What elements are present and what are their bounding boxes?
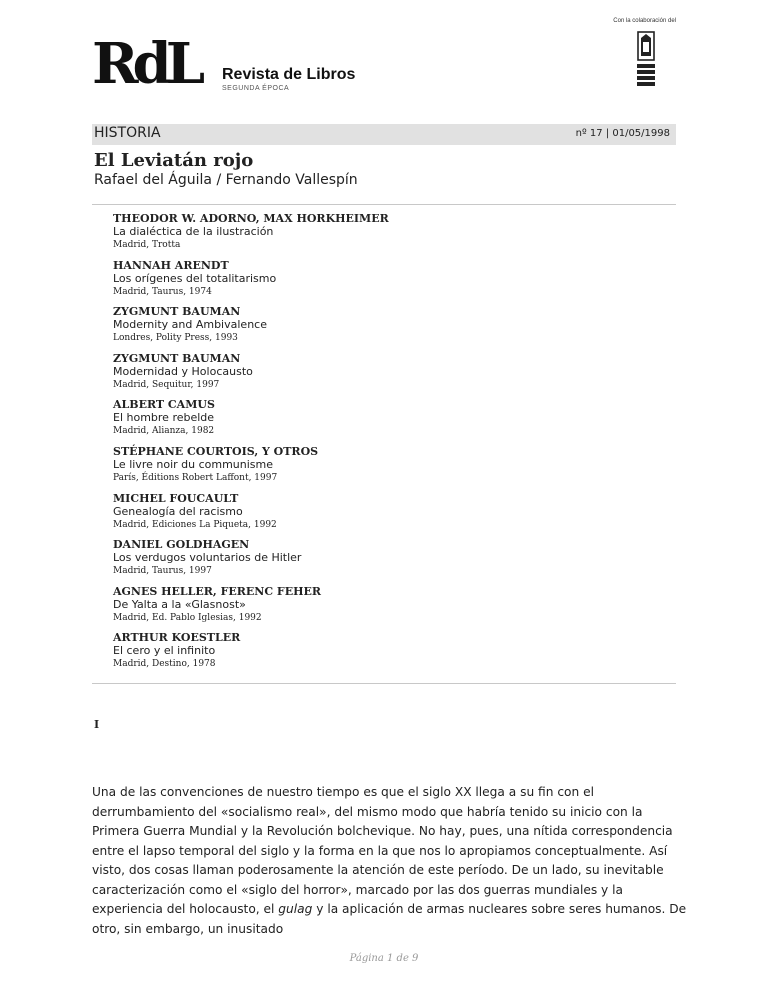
book-publisher: Madrid, Taurus, 1997 [113,566,212,577]
divider-bottom [92,683,676,684]
book-author: THEODOR W. ADORNO, MAX HORKHEIMER [113,212,389,225]
book-title: Modernidad y Holocausto [113,364,253,378]
reviewed-books-list [113,212,653,678]
book-entry [113,585,653,632]
book-entry [113,305,653,352]
book-author: MICHEL FOUCAULT [113,491,239,505]
book-title: Los orígenes del totalitarismo [113,271,277,285]
book-title: De Yalta a la «Glasnost» [113,597,246,611]
logo-mark: RdL [92,31,200,97]
book-publisher: Madrid, Alianza, 1982 [113,426,215,437]
part-heading: I [94,718,100,731]
masthead-subtitle: SEGUNDA ÉPOCA [222,85,290,92]
book-author: STÉPHANE COURTOIS, Y OTROS [113,444,319,458]
book-author: DANIEL GOLDHAGEN [113,538,250,552]
book-publisher: Madrid, Ed. Pablo Iglesias, 1992 [113,612,262,623]
collaboration-label: Con la colaboración del [613,18,676,24]
article-body [92,783,692,939]
book-author: HANNAH ARENDT [113,258,229,272]
book-title: El cero y el infinito [113,644,216,658]
page-number: Página 1 de 9 [349,953,419,964]
book-author: ARTHUR KOESTLER [113,631,241,645]
section-name: HISTORIA [94,125,161,141]
book-entry [113,212,653,259]
book-entry [113,398,653,445]
section-header [92,124,676,145]
divider-top [92,204,676,205]
book-entry [113,538,653,585]
book-entry [113,259,653,306]
book-publisher: Madrid, Ediciones La Piqueta, 1992 [113,519,277,530]
book-title: Modernity and Ambivalence [113,318,267,332]
article-authors: Rafael del Águila / Fernando Vallespín [94,172,358,188]
book-publisher: Madrid, Destino, 1978 [113,659,216,670]
book-title: El hombre rebelde [113,411,215,425]
issue-info: nº 17 | 01/05/1998 [575,128,670,139]
article-title: El Leviatán rojo [94,150,254,171]
emphasis-gulag: gulag [278,902,313,916]
book-title: Genealogía del racismo [113,504,243,518]
book-publisher: París, Éditions Robert Laffont, 1997 [113,472,278,483]
book-publisher: Madrid, Sequitur, 1997 [113,379,220,390]
book-title: Los verdugos voluntarios de Hitler [113,551,302,565]
book-entry [113,352,653,399]
book-publisher: Londres, Polity Press, 1993 [113,333,238,344]
body-paragraph: Una de las convenciones de nuestro tiempo es que el siglo XX llega a su fin con el derrumbamiento del «socialismo real», del mismo modo que habría tenido su inicio con la Primera Guerra Mundial y la Revolución bolchevique. No hay, pues, una nítida correspondencia entre el lapso temporal del siglo y la forma en la que nos lo apropiamos conceptualmente. Así visto, dos cosas llaman poderosamente la atención de este período. De un lado, su inevitable caracterización como el «siglo del horror», marcado por las dos guerras mundiales y la experiencia del holocausto, el gulag y la aplicación de armas nucleares sobre seres humanos. De otro, sin embargo, un inusitado [92,785,687,936]
book-title: La dialéctica de la ilustración [113,225,274,238]
colegio-libre-emeritos-logo [632,30,660,90]
book-entry [113,445,653,492]
book-publisher: Madrid, Taurus, 1974 [113,286,212,297]
book-author: AGNES HELLER, FERENC FEHER [113,584,322,598]
masthead-title: Revista de Libros [222,66,356,83]
book-entry [113,492,653,539]
book-author: ZYGMUNT BAUMAN [113,351,241,365]
book-author: ALBERT CAMUS [113,398,215,412]
book-publisher: Madrid, Trotta [113,240,181,250]
book-title: Le livre noir du communisme [113,457,274,471]
book-author: ZYGMUNT BAUMAN [113,305,241,319]
book-entry [113,631,653,678]
